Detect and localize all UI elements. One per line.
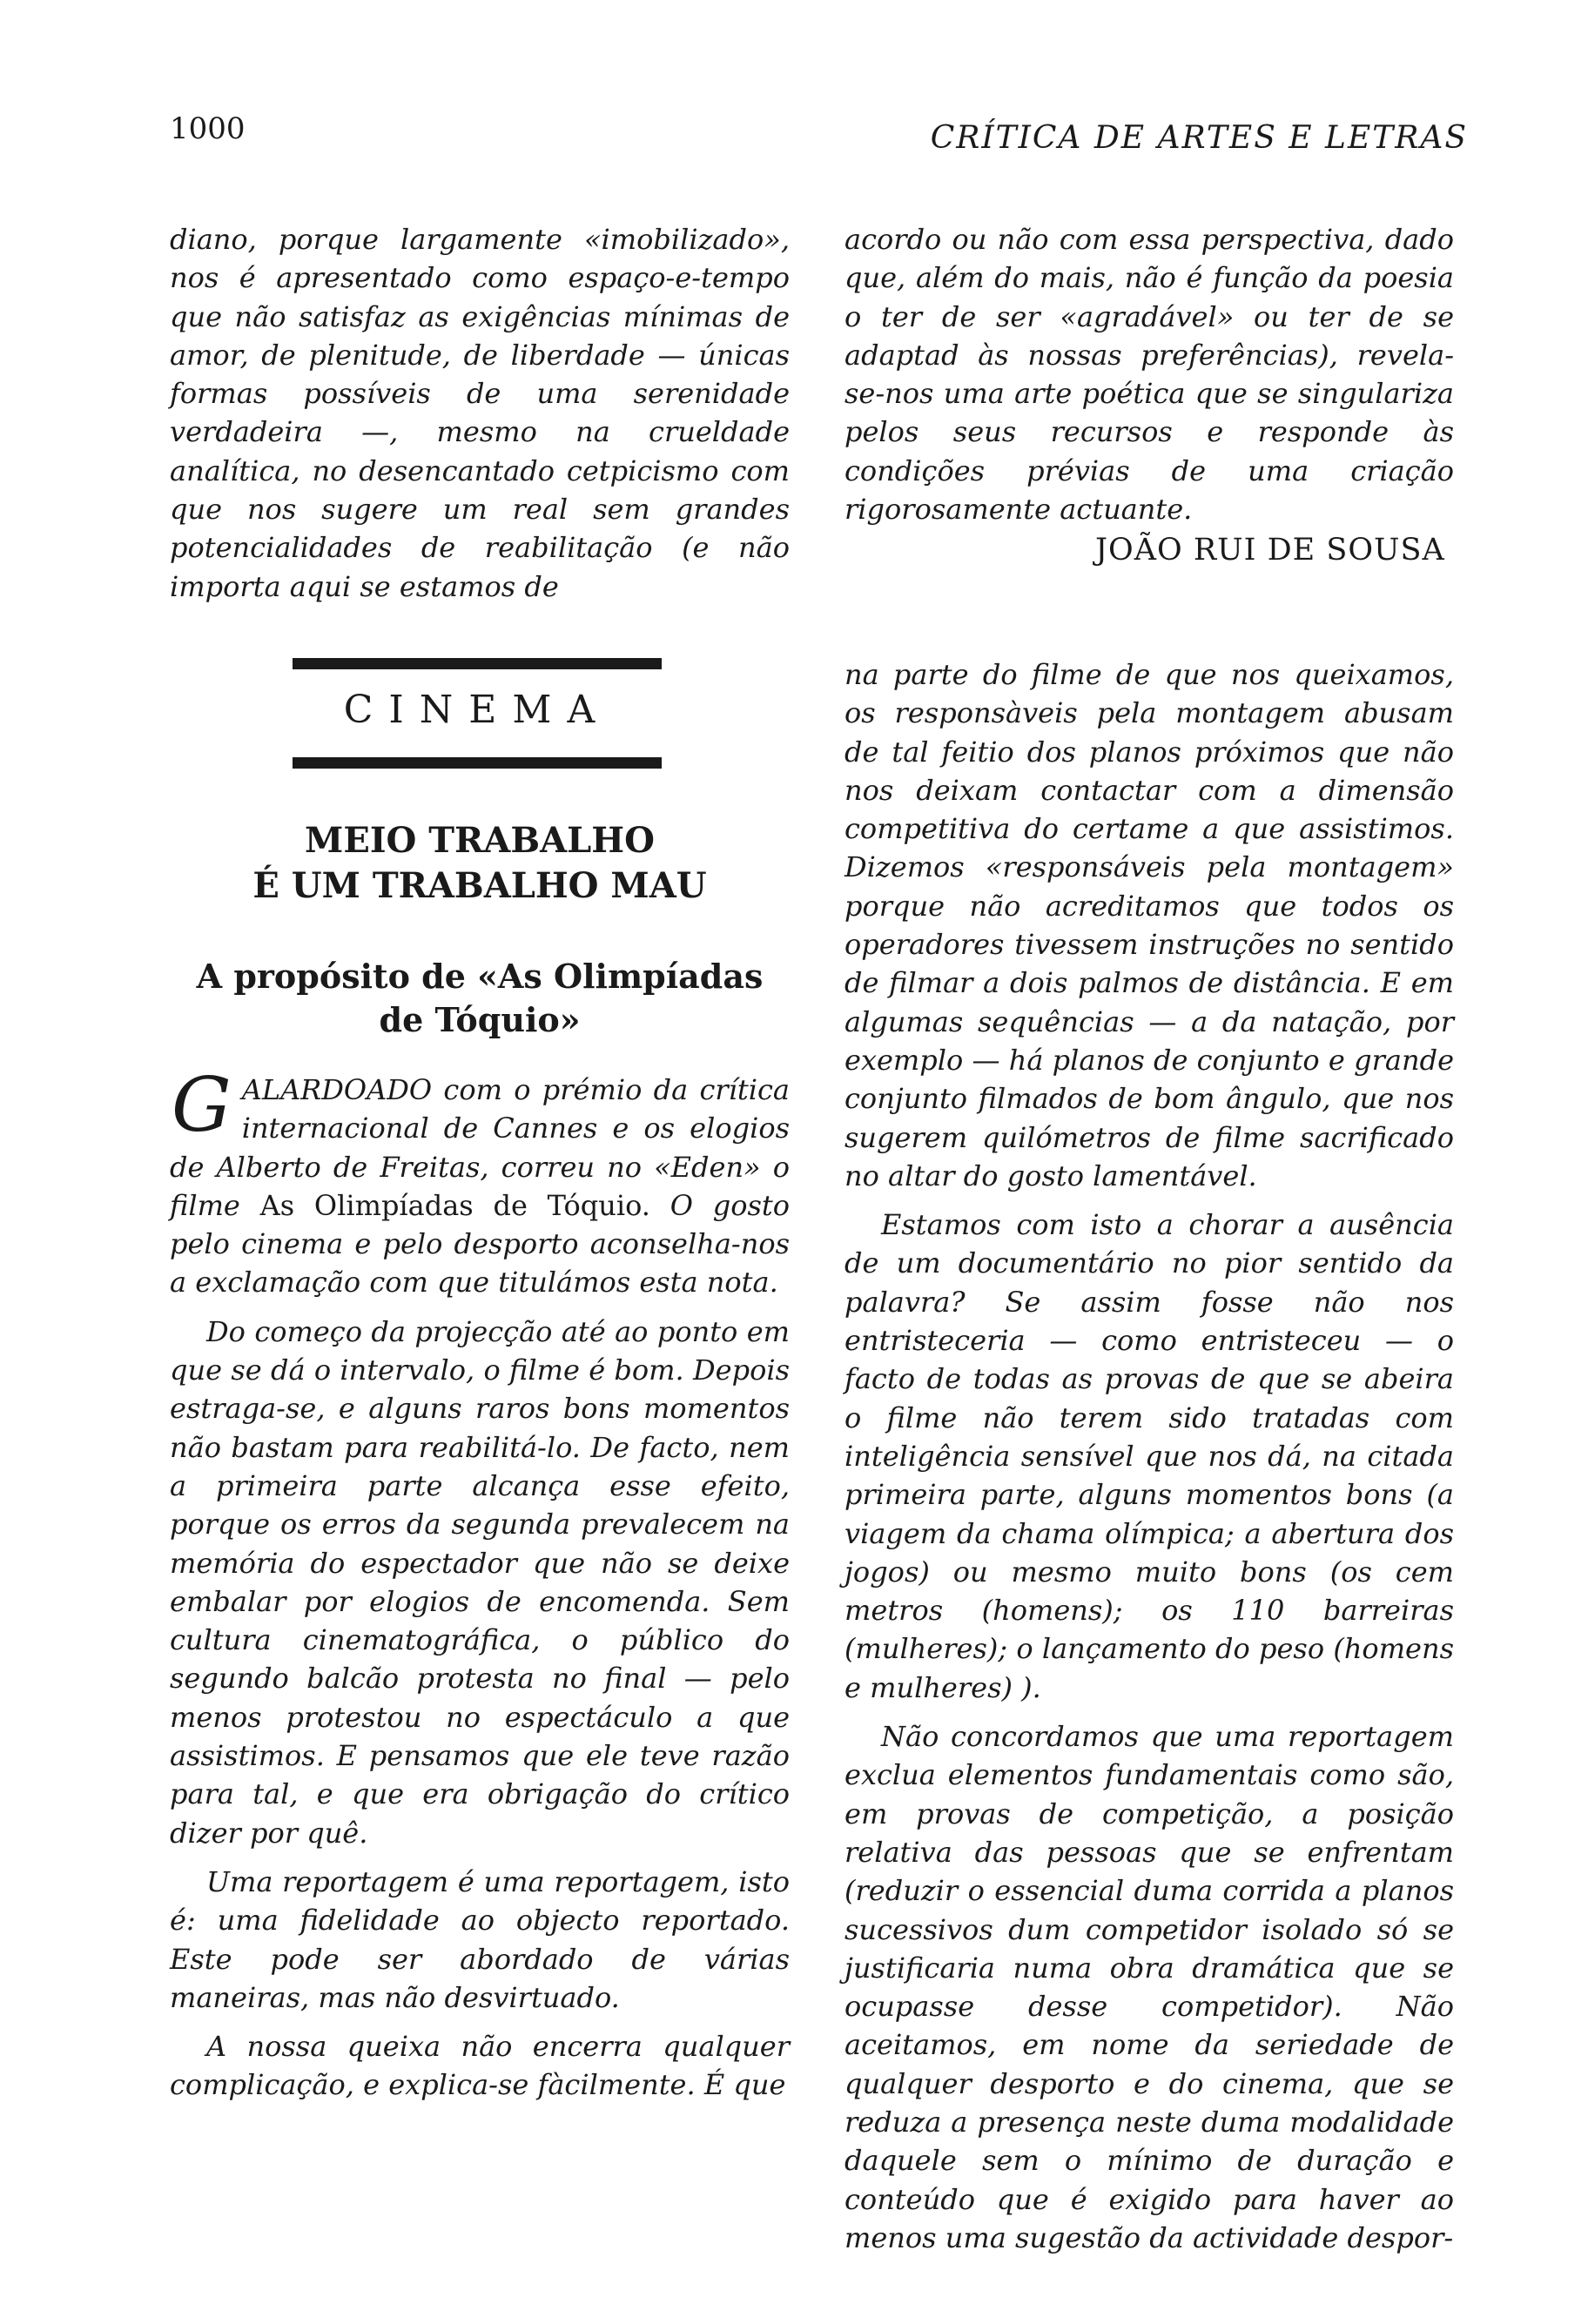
article-paragraph: Não concordamos que uma reportagem exclua elementos fundamentais como são, em provas de competição, a posição relativa das pessoas que se enfrentam (reduzir o essencial duma corrida a planos sucessivos dum competidor isolado só se justificaria numa obra dramática que se ocupasse desse competidor). Não aceitamos, em nome da seriedade de qualquer desporto e do cinema, que se reduza a presença neste duma modalidade daquele sem o mínimo de duração e conteúdo que é exigido para haver ao menos uma sugestão da actividade despor- — [844, 1720, 1454, 2254]
article-left-column — [170, 1062, 790, 2105]
paragraph-text: O gosto pelo cinema e pelo desporto aconselha-nos a exclamação com que titulámos esta nota. — [170, 1188, 790, 1300]
section-title: CINEMA — [343, 688, 611, 732]
article-paragraph: Do começo da projecção até ao ponto em que se dá o intervalo, o filme é bom. Depois estraga-se, e alguns raros bons momentos não bastam para reabilitá-lo. De facto, nem a primeira parte alcança esse efeito, porque os erros da segunda prevalecem na memória do espectador que não se deixe embalar por elogios de encomenda. Sem cultura cinematográfica, o público do segundo balcão protesta no final — pelo menos protestou no espectáculo a que assistimos. E pensamos que ele teve razão para tal, e que era obrigação do crítico dizer por quê. — [170, 1314, 790, 1850]
film-title: As Olimpíadas de Tóquio. — [259, 1188, 650, 1222]
section-rule-bottom — [293, 757, 662, 769]
article-paragraph: A nossa queixa não encerra qualquer complicação, e explica-se fàcilmente. É que — [170, 2030, 790, 2102]
author-signature: JOÃO RUI DE SOUSA — [1095, 533, 1445, 568]
top-right-column — [844, 220, 1454, 528]
top-left-column — [170, 220, 790, 606]
subhead-line-2: de Tóquio» — [379, 1000, 581, 1039]
article-right-column — [844, 655, 1454, 2257]
article-paragraph: Estamos com isto a chorar a ausência de um documentário no pior sentido da palavra? Se assim fosse não nos entristeceria — como entristeceu — o facto de todas as provas de que se abeira o filme não terem sido tratadas com inteligência sensível que nos dá, na citada primeira parte, alguns momentos bons (a viagem da chama olímpica; a abertura dos jogos) ou mesmo muito bons (os cem metros (homens); os 110 barreiras (mulheres); o lançamento do peso (homens e mulheres) ). — [844, 1208, 1454, 1704]
top-right-paragraph: acordo ou não com essa perspectiva, dado que, além do mais, não é função da poesia o ter de ser «agradável» ou ter de se adaptad às nossas preferências), revela-se-nos uma arte poética que se singulariza pelos seus recursos e responde às condições prévias de uma criação rigorosamente actuante. — [844, 223, 1454, 527]
paragraph-text: ALARDOADO com o prémio da crítica internacional de Cannes e os elogios de Alberto de Freitas, correu no «Eden» o filme — [170, 1073, 790, 1222]
headline-line-2: É UM TRABALHO MAU — [252, 865, 707, 906]
article-paragraph: na parte do filme de que nos queixamos, os responsàveis pela montagem abusam de tal feitio dos planos próximos que não nos deixam contactar com a dimensão competitiva do certame a que assistimos. Dizemos «responsáveis pela montagem» porque não acreditamos que todos os operadores tivessem instruções no sentido de filmar a dois palmos de distância. E em algumas sequências — a da natação, por exemplo — há planos de conjunto e grande conjunto filmados de bom ângulo, que nos sugerem quilómetros de filme sacrificado no altar do gosto lamentável. — [844, 658, 1454, 1192]
headline-line-1: MEIO TRABALHO — [305, 820, 655, 861]
top-left-paragraph: diano, porque largamente «imobilizado», nos é apresentado como espaço-e-tempo que não satisfaz as exigências mínimas de amor, de plenitude, de liberdade — únicas formas possíveis de uma serenidade verdadeira —, mesmo na crueldade analítica, no desencantado cetpicismo com que nos sugere um real sem grandes potencialidades de reabilitação (e não importa aqui se estamos de — [170, 223, 790, 603]
article-paragraph: Uma reportagem é uma reportagem, isto é: uma fidelidade ao objecto reportado. Este pode ser abordado de várias maneiras, mas não desvirtuado. — [170, 1864, 790, 2014]
article-subheading — [170, 955, 790, 1042]
page-number: 1000 — [170, 111, 246, 146]
subhead-line-1: A propósito de «As Olimpíadas — [196, 957, 764, 996]
article-paragraph — [170, 1062, 790, 1302]
article-headline — [170, 818, 790, 909]
section-rule-top — [293, 658, 662, 669]
running-title: CRÍTICA DE ARTES E LETRAS — [930, 120, 1468, 156]
drop-cap: G — [172, 1062, 232, 1149]
